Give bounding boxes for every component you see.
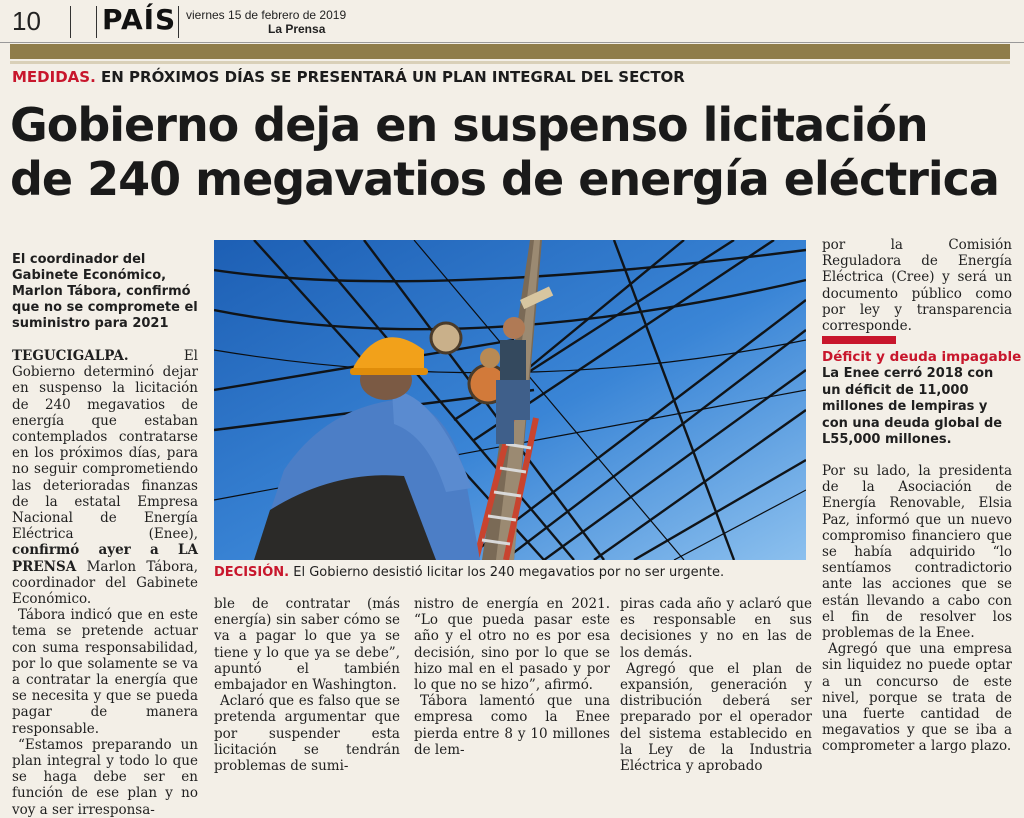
paragraph: Tábora lamentó que una empresa como la Enee pierda entre 8 y 10 millones de lem- bbox=[414, 693, 610, 758]
page-number: 10 bbox=[12, 6, 41, 36]
caption-text: El Gobierno desistió licitar los 240 megavatios por no ser urgente. bbox=[289, 565, 725, 580]
article-column-3 bbox=[414, 596, 610, 758]
kicker-text: EN PRÓXIMOS DÍAS SE PRESENTARÁ UN PLAN INTEGRAL DEL SECTOR bbox=[95, 68, 685, 86]
sidebar-text: La Enee cerró 2018 con un déficit de 11,000 millones de lempiras y con una deuda global de L55,000 millones. bbox=[822, 366, 1003, 447]
paragraph-text: Marlon Tábora, coordinador del Gabinete Económico. bbox=[12, 558, 198, 608]
article-column-1 bbox=[12, 348, 198, 818]
paragraph: por la Comisión Reguladora de Energía Eléctrica (Cree) y será un documento público como por ley y transparencia corresponde. bbox=[822, 237, 1012, 335]
header-divider bbox=[178, 6, 179, 38]
publication-name: La Prensa bbox=[268, 22, 326, 36]
paragraph-bold-text: confirmó ayer a LA PRENSA bbox=[12, 542, 198, 575]
photo-caption bbox=[214, 565, 814, 580]
sidebar-accent-bar bbox=[822, 336, 896, 344]
article-column-right-top bbox=[822, 237, 1012, 334]
header-divider bbox=[70, 6, 71, 38]
paragraph-text: El Gobierno determinó dejar en suspenso la licitación de 240 megavatios de energía que estaban contemplados contratarse en los próximos días, para no seguir comprometiendo las deterioradas finanzas de la estatal Empresa Nacional de Energía Eléctrica (Enee), bbox=[12, 348, 198, 543]
paragraph: “Estamos preparando un plan integral y todo lo que se haga debe ser en función de ese plan y no voy a ser irresponsa- bbox=[12, 736, 198, 818]
article-lead: El coordinador del Gabinete Económico, Marlon Tábora, confirmó que no se compromete el suministro para 2021 bbox=[12, 252, 198, 331]
paragraph: nistro de energía en 2021. “Lo que pueda pasar este año y el otro no es por esa decisión, sino por lo que se hizo mal en el pasado y por lo que no se hizo”, afirmó. bbox=[414, 596, 610, 694]
article-column-4 bbox=[620, 596, 812, 774]
paragraph: Aclaró que es falso que se pretenda argumentar que por suspender esta licitación se tendrán problemas de sumi- bbox=[214, 693, 400, 775]
header-divider bbox=[96, 6, 97, 38]
kicker-label: MEDIDAS. bbox=[12, 68, 96, 86]
paragraph bbox=[12, 348, 198, 607]
paragraph: Tábora indicó que en este tema se pretende actuar con suma responsabilidad, por lo que solamente se va a contratar la energía que se necesita y que se pueda pagar de manera responsable. bbox=[12, 607, 198, 737]
article-column-right-bottom bbox=[822, 463, 1012, 755]
paragraph: Por su lado, la presidenta de la Asociación de Energía Renovable, Elsia Paz, informó que un nuevo compromiso financiero que se había adquirido “lo sentíamos contradictorio ante las acciones que se están llevando a cabo con el fin de resolver los problemas de la Enee. bbox=[822, 463, 1012, 642]
paragraph: Agregó que el plan de expansión, generación y distribución deberá ser preparado por el operador del sistema establecido en la Ley de la Industria Eléctrica y aprobado bbox=[620, 660, 812, 775]
sidebar-title: Déficit y deuda impagable bbox=[822, 349, 1022, 365]
paragraph: piras cada año y aclaró que es responsable en sus decisiones y no en las de los demás. bbox=[620, 596, 812, 661]
section-band bbox=[10, 44, 1010, 59]
kicker bbox=[12, 68, 685, 86]
caption-label: DECISIÓN. bbox=[214, 565, 290, 580]
section-name: PAÍS bbox=[102, 3, 177, 36]
paragraph: Agregó que una empresa sin liquidez no puede optar a un concurso de este nivel, porque se trata de una fuerte cantidad de megavatios y que se iba a comprometer a largo plazo. bbox=[822, 641, 1012, 755]
dateline: TEGUCIGALPA. bbox=[12, 348, 129, 364]
headline-line-2: de 240 megavatios de energía eléctrica bbox=[10, 152, 999, 206]
headline-line-1: Gobierno deja en suspenso licitación bbox=[10, 98, 928, 152]
publication-date: viernes 15 de febrero de 2019 bbox=[186, 8, 347, 22]
article-photo bbox=[214, 240, 806, 560]
section-band-shadow bbox=[10, 61, 1010, 64]
article-column-2 bbox=[214, 596, 400, 774]
header-rule bbox=[0, 42, 1024, 43]
lineman-photo-illustration bbox=[214, 240, 806, 560]
paragraph: ble de contratar (más energía) sin saber cómo se va a pagar lo que ya se tiene y lo que ya se debe”, apuntó el también embajador en Washington. bbox=[214, 596, 400, 694]
